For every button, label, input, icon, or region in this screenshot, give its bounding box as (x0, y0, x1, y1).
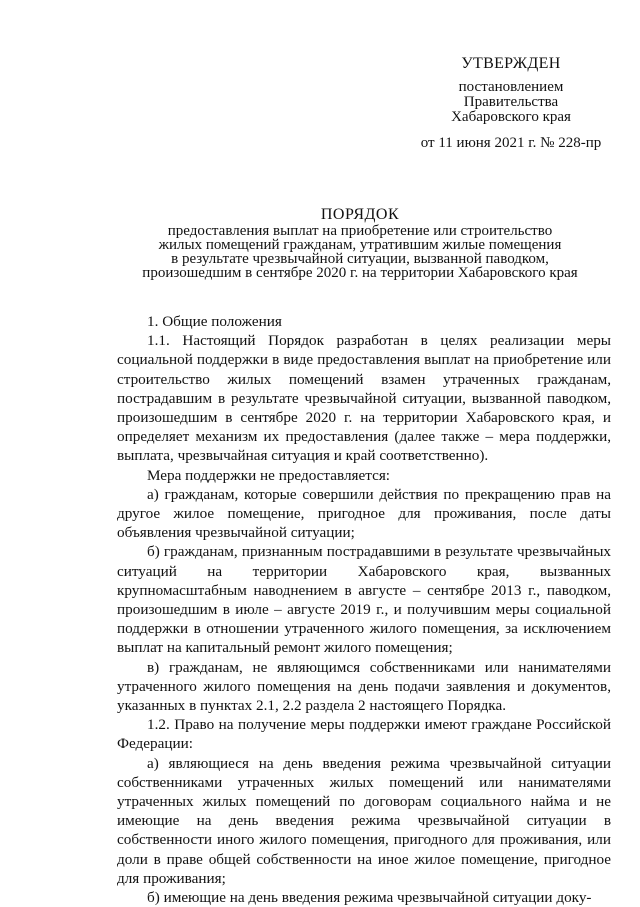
section-heading: 1. Общие положения (147, 313, 282, 330)
subtitle-line: жилых помещений гражданам, утратившим жилые помещения (158, 237, 562, 253)
document-body (117, 312, 611, 907)
paragraph: б) гражданам, признанным пострадавшими в результате чрезвычайных ситуаций на территории Хабаровского края, вызванных крупномасштабным наводнением в августе – сентябре 2013 г., паводком, произошедшим в июле – августе 2019 г., и получившим меры социальной поддержки в отношении утраченного жилого помещения, за исключением выплат на капитальный ремонт жилого помещения; (117, 543, 611, 657)
paragraph: 1.1. Настоящий Порядок разработан в целях реализации меры социальной поддержки в виде предоставления выплат на приобретение или строительство жилых помещений взамен утраченных гражданам, пострадавшим в результате чрезвычайной ситуации, вызванной паводком, произошедшим в сентябре 2020 г. на территории Хабаровского края, и определяет механизм их предоставления (далее также – мера поддержки, выплата, чрезвычайная ситуация и край соответственно). (117, 332, 611, 465)
document-title: ПОРЯДОК (320, 206, 400, 223)
approved-heading: УТВЕРЖДЕН (461, 55, 561, 72)
paragraph: б) имеющие на день введения режима чрезвычайной ситуации доку- (147, 889, 592, 907)
paragraph: в) гражданам, не являющимся собственниками или нанимателями утраченного жилого помещения на день подачи заявления и документов, указанных в пунктах 2.1, 2.2 раздела 2 настоящего Порядка. (117, 658, 611, 715)
subtitle-line: предоставления выплат на приобретение или строительство (167, 223, 553, 239)
paragraph: а) гражданам, которые совершили действия по прекращению прав на другое жилое помещение, пригодное для проживания, после даты объявления чрезвычайной ситуации; (117, 485, 611, 542)
document-subtitle (100, 224, 620, 280)
approval-line: Хабаровского края (451, 109, 571, 125)
approval-line: постановлением (458, 79, 564, 95)
paragraph: а) являющиеся на день введения режима чрезвычайной ситуации собственниками утраченных жилых помещений или нанимателями утраченных жилых помещений по договорам социального найма и не имеющие на день введения режима чрезвычайной ситуации в собственности иного жилого помещения, пригодного для проживания, или доли в праве общей собственности на иное жилое помещение, пригодное для проживания; (117, 754, 611, 887)
paragraph: 1.2. Право на получение меры поддержки имеют граждане Российской Федерации: (117, 716, 611, 753)
subtitle-line: произошедшим в сентябре 2020 г. на территории Хабаровского края (142, 265, 578, 281)
approval-date: от 11 июня 2021 г. № 228-пр (420, 135, 602, 151)
paragraph: Мера поддержки не предоставляется: (147, 466, 391, 484)
subtitle-line: в результате чрезвычайной ситуации, вызванной паводком, (171, 251, 549, 267)
approval-stamp (396, 56, 626, 151)
approval-line: Правительства (463, 94, 559, 110)
